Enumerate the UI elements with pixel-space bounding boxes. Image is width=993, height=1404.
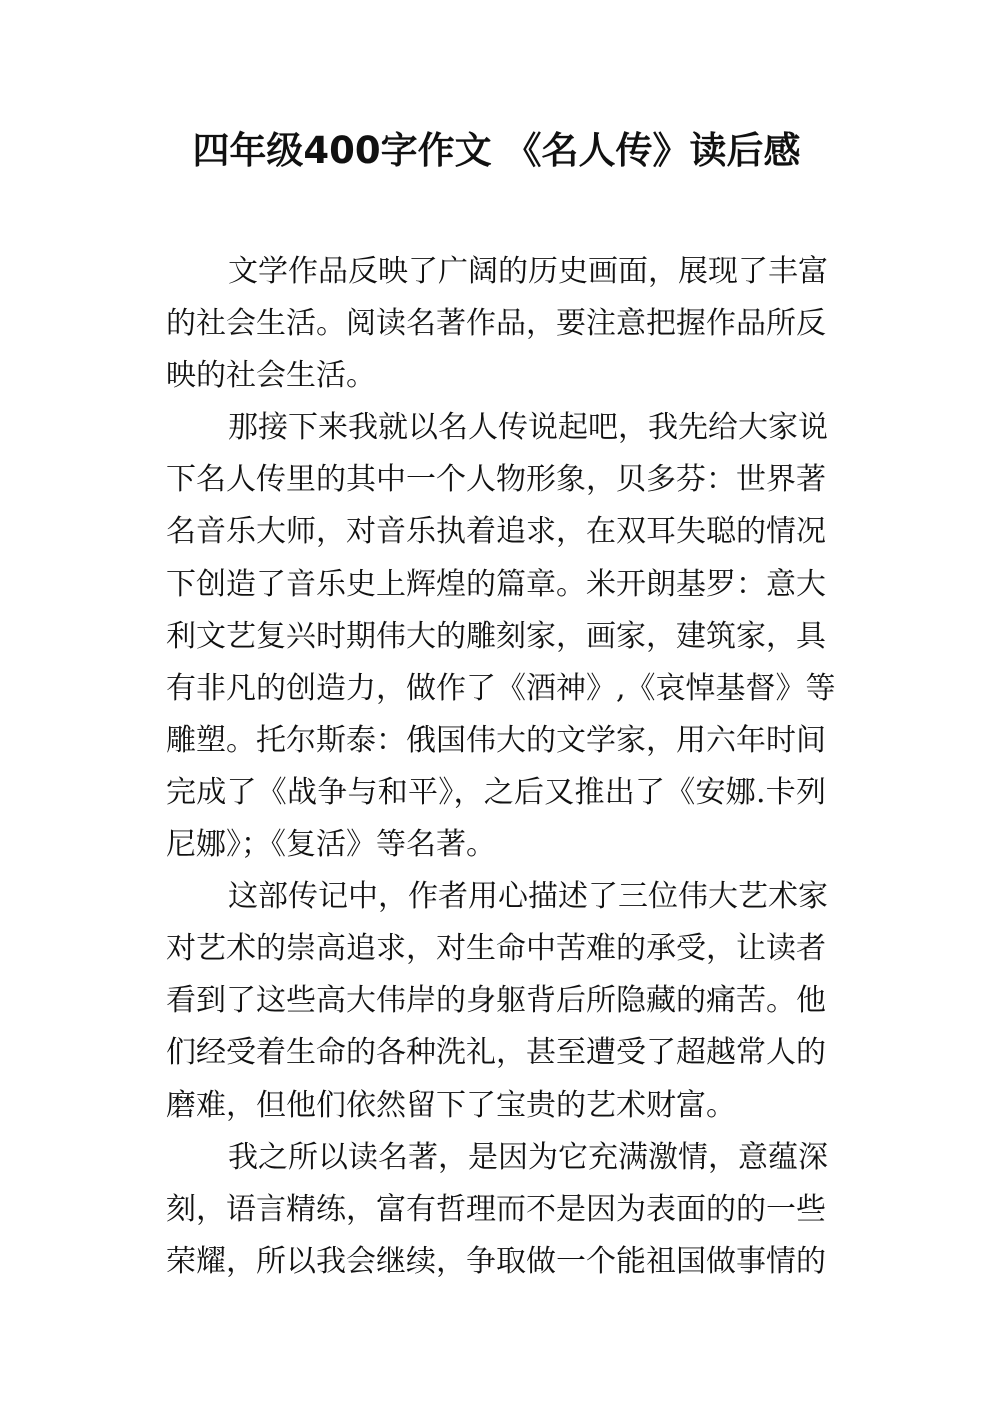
document-title: 四年级400字作文 《名人传》读后感: [192, 129, 801, 172]
paragraph: [166, 871, 826, 1131]
text-line: 利文艺复兴时期伟大的雕刻家，画家，建筑家，具: [166, 618, 826, 654]
text-line: 映的社会生活。: [166, 358, 376, 394]
text-line: 雕塑。托尔斯泰：俄国伟大的文学家，用六年时间: [166, 722, 826, 758]
text-line: 我之所以读名著，是因为它充满激情，意蕴深: [228, 1139, 828, 1175]
paragraph: [166, 246, 826, 402]
text-line: 们经受着生命的各种洗礼，甚至遭受了超越常人的: [166, 1035, 826, 1071]
text-line: 下创造了音乐史上辉煌的篇章。米开朗基罗：意大: [166, 566, 826, 602]
text-line: 那接下来我就以名人传说起吧，我先给大家说: [228, 410, 828, 446]
text-line: 看到了这些高大伟岸的身躯背后所隐藏的痛苦。他: [166, 983, 826, 1019]
text-line: 对艺术的崇高追求，对生命中苦难的承受，让读者: [166, 931, 826, 967]
text-line: 荣耀，所以我会继续，争取做一个能祖国做事情的: [166, 1243, 826, 1279]
text-line: 这部传记中，作者用心描述了三位伟大艺术家: [228, 879, 828, 915]
paragraph: [166, 402, 836, 871]
text-line: 完成了《战争与和平》，之后又推出了《安娜.卡列: [166, 774, 826, 810]
text-line: 的社会生活。阅读名著作品，要注意把握作品所反: [166, 306, 826, 342]
text-line: 下名人传里的其中一个人物形象，贝多芬：世界著: [166, 462, 826, 498]
text-line: 名音乐大师，对音乐执着追求，在双耳失聪的情况: [166, 514, 826, 550]
text-line: 尼娜》；《复活》等名著。: [166, 827, 496, 863]
paragraph: [166, 1132, 826, 1288]
document-body: [166, 246, 836, 1288]
text-line: 有非凡的创造力，做作了《酒神》,《哀悼基督》等: [166, 670, 836, 706]
text-line: 文学作品反映了广阔的历史画面，展现了丰富: [228, 254, 828, 289]
text-line: 刻，语言精练，富有哲理而不是因为表面的的一些: [166, 1191, 826, 1227]
text-line: 磨难，但他们依然留下了宝贵的艺术财富。: [166, 1087, 736, 1123]
